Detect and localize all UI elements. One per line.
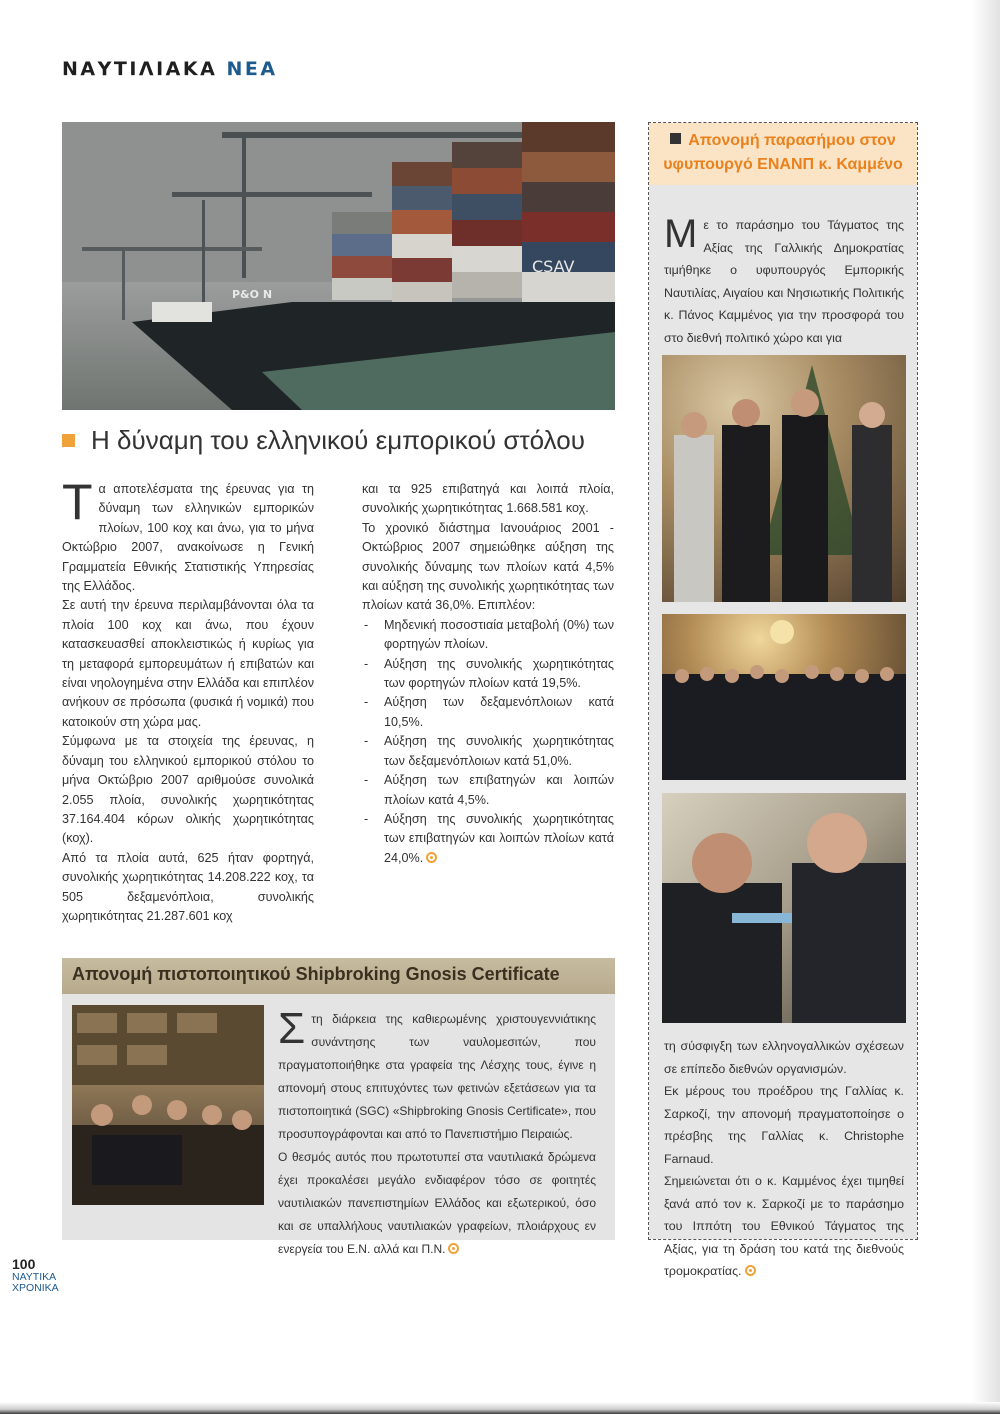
sidebar-paragraph: [664, 1170, 904, 1283]
officers-group-photo: [662, 614, 906, 780]
sidebar-paragraph: Εκ μέρους του προέδρου της Γαλλίας κ. Σαρκοζί, την απονομή πραγματοποίησε ο πρέσβης της Γαλλίας κ. Christophe Farnaud.: [664, 1084, 904, 1166]
award-group-photo: [662, 355, 906, 602]
article-paragraph: και τα 925 επιβατηγά και λοιπά πλοία, συνολικής χωρητικότητας 1.668.581 κοχ.: [362, 482, 614, 516]
section-header-accent: ΝΕΑ: [226, 58, 278, 80]
article-paragraph: Σύμφωνα με τα στοιχεία της έρευνας, η δύναμη του ελληνικού εμπορικού στόλου το μήνα Οκτώβριο 2007 αριθμούσε συνολικά 2.055 πλοία, συνολικής χωρητικότητας 37.164.404 κόρων ολικής χωρητικότητας (κοχ).: [62, 734, 314, 846]
certificate-paragraph-text: Ο θεσμός αυτός που πρωτοτυπεί στα ναυτιλιακά δρώμενα έχει προκαλέσει μεγάλο ενδιαφέρον τόσο σε φοιτητές ναυτιλιακών πανεπιστημίων Ελλάδος και εξωτερικού, όσο και σε υπαλλήλους ναυτιλιακών γραφείων, πλοιάρχους εν ενεργεία του Ε.Ν. αλλά και Π.Ν.: [278, 1150, 596, 1256]
sidebar-title-bullet-icon: [670, 133, 681, 144]
magazine-name-line1: ΝΑΥΤΙΚΑ: [12, 1271, 57, 1283]
title-bullet-icon: [62, 434, 75, 447]
stats-list-item: - Αύξηση της συνολικής χωρητικότητας των φορτηγών πλοίων κατά 19,5%.: [362, 655, 614, 694]
certificate-ceremony-photo: [72, 1005, 264, 1205]
end-mark-icon: [745, 1265, 756, 1276]
stats-list-item: - Μηδενική ποσοστιαία μεταβολή (0%) των φορτηγών πλοίων.: [362, 616, 614, 655]
page-number: 100: [12, 1256, 36, 1272]
certificate-paragraph-text: τη διάρκεια της καθιερωμένης χριστουγεννιάτικης συνάντησης των ναυλομεσιτών, που πραγματοποιήθηκε στα γραφεία της Λέσχης τους, έγινε η απονομή στους επιτυχόντες των φετινών εξετάσεων για τα πιστοποιητικά (SGC) «Shipbroking Gnosis Certificate», που προσυπογράφονται και από το Πανεπιστήμιο Πειραιώς.: [278, 1012, 596, 1141]
sidebar-intro-body: ε το παράσημο του Τάγματος της Αξίας της Γαλλικής Δημοκρατίας τιμήθηκε ο υφυπουργός Εμπορικής Ναυτιλίας, Αιγαίου και Νησιωτικής Πολιτικής κ. Πάνος Καμμένος για την προσφορά του στο διεθνή πολιτικό χώρο και για: [664, 218, 904, 345]
end-mark-icon: [426, 852, 437, 863]
certificate-dropcap: Σ: [278, 1004, 306, 1053]
stats-list-item-text: Αύξηση της συνολικής χωρητικότητας των επιβατηγών και λοιπών πλοίων κατά 24,0%.: [384, 811, 614, 865]
certificate-box-header: [62, 958, 615, 994]
certificate-box-title: Απονομή πιστοποιητικού Shipbroking Gnosis Certificate: [72, 964, 560, 984]
section-header: [62, 58, 278, 80]
container-ship-photo: [62, 122, 615, 410]
article-title: [62, 425, 615, 456]
article-column-1: [62, 474, 314, 926]
sidebar-body-text: [664, 1035, 904, 1283]
article-title-text: Η δύναμη του ελληνικού εμπορικού στόλου: [91, 425, 585, 455]
sidebar-title: Απονομή παρασήμου στον υφυπουργό ΕΝΑΝΠ κ. Καμμένο: [663, 132, 903, 173]
article-column-2: [362, 480, 614, 868]
page-bottom-shadow: [0, 1402, 1000, 1414]
medal-ceremony-photo: [662, 793, 906, 1023]
officers-group-illustration: [662, 614, 906, 780]
stats-list-item: - Αύξηση των δεξαμενόπλοιων κατά 10,5%.: [362, 693, 614, 732]
article-paragraph: Σε αυτή την έρευνα περιλαμβάνονται όλα τα πλοία 100 κοχ και άνω, που έχουν κατασκευασθεί αποκλειστικώς ή κυρίως για τη μεταφορά εμπορευμάτων ή επιβατών και είναι νηολογημένα στην Ελλάδα και επιπλέον ανήκουν σε πρόσωπα (φυσικά ή νομικά) που κατοικούν στη χώρα μας.: [62, 598, 314, 729]
sidebar-paragraph-text: Σημειώνεται ότι ο κ. Καμμένος έχει τιμηθεί ξανά από τον κ. Σαρκοζί με το παράσημο του Ιππότη του Εθνικού Τάγματος της Αξίας, για τη δράση του κατά της διεθνούς τρομοκρατίας.: [664, 1174, 904, 1278]
stats-list-item: [362, 810, 614, 868]
award-group-illustration: [662, 355, 906, 602]
section-header-main: ΝΑΥΤΙΛΙΑΚΑ: [62, 58, 218, 80]
article-paragraph: [62, 474, 314, 596]
sidebar-intro-text: [664, 214, 904, 349]
stats-list-item: - Αύξηση της συνολικής χωρητικότητας των δεξαμενόπλοιων κατά 51,0%.: [362, 732, 614, 771]
certificate-paragraph: [278, 1004, 596, 1146]
article-paragraph-text: α αποτελέσματα της έρευνας για τη δύναμη των ελληνικών εμπορικών πλοίων, 100 κοχ και άνω, για το μήνα Οκτώβριο 2007, ανακοίνωσε η Γενική Γραμματεία Εθνικής Στατιστικής Υπηρεσίας της Ελλάδος.: [62, 482, 314, 594]
ship-brand-text: P&O N: [232, 288, 273, 301]
certificate-paragraph: [278, 1146, 596, 1261]
certificate-box-text: [278, 1004, 596, 1261]
article-dropcap: Τ: [62, 474, 93, 530]
sidebar-dropcap: Μ: [664, 212, 698, 256]
medal-ceremony-illustration: [662, 793, 906, 1023]
container-ship-illustration: [62, 122, 615, 410]
end-mark-icon: [448, 1243, 459, 1254]
sidebar-paragraph: τη σύσφιγξη των ελληνογαλλικών σχέσεων σε επίπεδο διεθνών οργανισμών.: [664, 1039, 904, 1076]
article-paragraph: Από τα πλοία αυτά, 625 ήταν φορτηγά, συνολικής χωρητικότητας 14.208.222 κοχ, τα 505 δεξαμενόπλοια, συνολικής χωρητικότητας 21.287.601 κοχ: [62, 850, 314, 923]
article-paragraph: Το χρονικό διάστημα Ιανουάριος 2001 - Οκτώβριος 2007 σημειώθηκε αύξηση της συνολικής δύναμης των πλοίων κατά 4,5% και αύξηση της συνολικής χωρητικότητας των πλοίων κατά 36,0%. Επιπλέον:: [362, 520, 614, 613]
sidebar-title-bar: [649, 123, 917, 185]
stats-list-item: - Αύξηση των επιβατηγών και λοιπών πλοίων κατά 4,5%.: [362, 771, 614, 810]
page-edge-shadow: [972, 0, 1000, 1414]
container-brand-text: CSAV: [532, 257, 575, 276]
magazine-name-line2: ΧΡΟΝΙΚΑ: [12, 1282, 59, 1294]
stats-list: [362, 616, 614, 868]
certificate-ceremony-illustration: [72, 1005, 264, 1205]
page-folio: [12, 1256, 59, 1294]
